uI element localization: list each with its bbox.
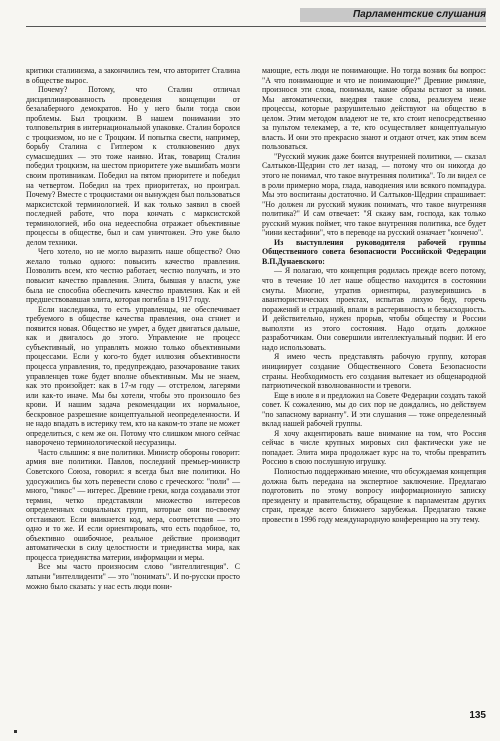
right-column xyxy=(262,66,486,524)
paragraph: Почему? Потому, что Сталин отличал дисциплинированность проведения концепции от безалаберного демократов. Но у него были тогда свои проблемы. Был троцкизм. В нашем понимании это толповельтрия в интернациональной упаковке. Сталин боролся с троцкизмом, но не с Троцким. И попытка свести, например, борьбу Сталина с Гитлером к столкновению двух сумасшедших — это тоже наивно. Итак, товарищ Сталин победил троцкизм, на шестом приоритете уже вышибать мозги своим противникам. Победил на пятом приоритете и победил на четвертом. Победил на трех приоритетах, но проиграл. Почему? Вместе с троцкистами он вынужден был пользоваться марксистской терминологией. И как только заявил в своей последней работе, что пора кончать с марксистской терминологией, ибо она недееспобна отражает объективные процессы в обществе, был и сам уничтожен. Это уже было делом техники. xyxy=(26,85,240,247)
paragraph: критики сталинизма, а закончились тем, что авторитет Сталина в обществе вырос. xyxy=(26,66,240,85)
paragraph: "Русский мужик даже боится внутренней политики, — сказал Салтыков-Щедрин сто лет назад, — потому что он никогда до этого не понимал, что такое внутренняя политика". То ли видел се в роли примерно мора, глада, наводнения или всякого помпадура. Мы это воспитаны достаточно. И Салтыков-Щедрин спрашивает: "Но должен ли русский мужик понимать, что такое внутренняя политика?" И сам отвечает: "Я скажу вам, господа, как только русский мужик поймет, что такое внутренняя политика, все будет "иини кестафини", что в переводе на русский означает "кончено". xyxy=(262,151,486,238)
paragraph: Полностью поддерживаю мнение, что обсуждаемая концепция должна быть передана на экспертное заключение. Предлагаю подготовить по этому вопросу информационную записку президенту и правительству, обращение к парламентам других стран, прежде всего ближнего зарубежья. Предлагаю также провести в 1996 году международную конференцию на эту тему. xyxy=(262,466,486,524)
paragraph: — Я полагаю, что концепция родилась прежде всего потому, что в течение 10 лет наше общество находится в состоянии смуты. Многие, утратив ориентиры, разуверившись в авантюристических проектах, испытав лихую беду, горечь поражений и страданий, впали в растерянность и безысходность. И действительно, нужен прорыв, чтобы обществу и России выползти из этого состояния. Надо отдать должное разработчикам. Они совершили интеллектуальный подвиг. И его надо использовать. xyxy=(262,266,486,352)
page-number: 135 xyxy=(469,710,486,721)
paragraph: Если наследника, то есть управленцы, не обеспечивает требуемого в обществе качества правления, она сгниет и появится новая. Общество не умрет, а будет двигаться дальше, как и двигалось до этого. Управление не процесс субъективный, но управлять можно только объективными процессами. Если у кого-то будет иллюзия объективности процесса управления, то, предупреждаю, разочарование таких управленцев тоже будет вполне объективным. Мы не знаем, как это произойдет: как в 17-м году — отстрелом, лагерями или как-то иначе. Мы бы хотели, чтобы это произошло без крови. И нашим задача рекомендации их нормальное, бескровное разрешение концептуальной неопределенности. И не надо впадать в истерику тем, кто на каком-то этапе не может определиться, с кем же он. Потому что слишком много сейчас наворочено терминологической несуразицы. xyxy=(26,304,240,448)
paragraph: мающие, есть люди не понимающие. Но тогда возник бы вопрос: "А что понимающие и что не понимающие?" Древние римляне, произнося эти слова, понимали, какие образы встают за ними. Мы автоматически, внедряя такие слова, реализуем неже процессы, которые разрушительно действуют на общество в целом. Этим методом владеют не те, кто стоит непосредственно за пультом телекамер, а те, кто осуществляет концептуальную власть. И они это прекрасно знают и отдают отчет, как этим всем пользоваться. xyxy=(262,66,486,152)
paragraph: Часто слышим: я вне политики. Министр обороны говорит: армия вне политики. Павлов, последний премьер-министр Советского Союза, говорил: я всегда был вне политики. Но удосужились бы хоть перевести слово с греческого: "поли" — много, "тикос" — интерес. Древние греки, когда создавали этот термин, четко представляли множество интересов определенных социальных групп, которые они по-своему отстаивают. Если вникнется код, мера, соответствия — это одно и то же. И если ориентировать, что есть подобное, то, объективно ошибочное, реальное действие производит автоматически в силу целостности и триединства мира, как процесса триединства материи, информации и меры. xyxy=(26,447,240,562)
paragraph: Из выступления руководителя рабочей группы Общественного совета безопасности Российской Федерации В.П.Дунаевского: xyxy=(262,237,486,266)
paragraph: Я имею честь представлять рабочую группу, которая инициирует создание Общественного Совета Безопасности страны. Необходимость его создания вытекает из общенародной патриотической взволнованности и тревоги. xyxy=(262,352,486,391)
paragraph: Чего хотело, но не могло выразить наше общество? Оно желало только одного: повысить качество правления. Позволить всем, кто честно работает, честно получать, и это повысит качество правления. Элита, бывшая у власти, уже была не способна обеспечить качество правления. Как и ей предшествовавшая элита, которая погибла в 1917 году. xyxy=(26,247,240,305)
header-rule xyxy=(26,26,486,27)
paragraph: Я хочу акцентировать ваше внимание на том, что Россия сейчас в числе крупных мировых сил фактически уже не попадает. Элита мира продолжает курс на то, чтобы превратить Россию в свою послушную игрушку. xyxy=(262,428,486,467)
section-title: Парламентские слушания xyxy=(352,9,486,20)
crop-mark xyxy=(14,730,17,733)
left-column xyxy=(26,66,240,591)
paragraph: Все мы часто произносим слово "интеллигенция". С латыни "интеллиденти" — это "понимать". И по-русски просто можно было сказать: у нас есть люди пони- xyxy=(26,562,240,591)
paragraph: Еще в июле я и предложил на Совете Федерации создать такой совет. К сожалению, мы до сих пор не дождались, но действуем "по запасному варианту". И эти слушания — тоже определенный вклад нашей рабочей группы. xyxy=(262,390,486,429)
